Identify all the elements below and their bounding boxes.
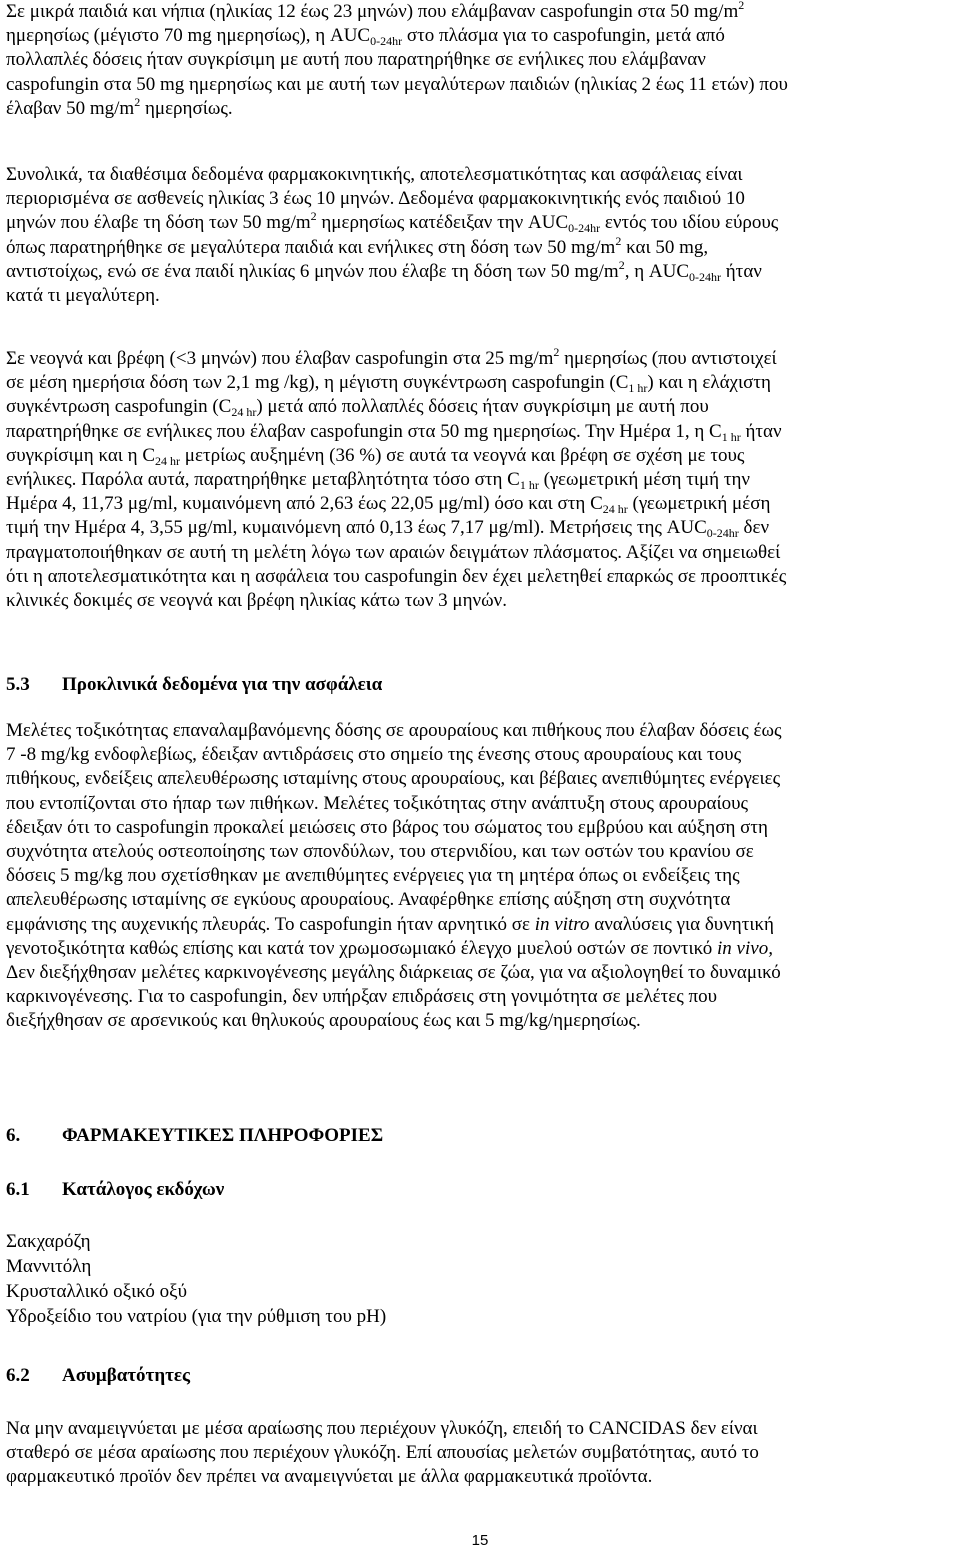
paragraph-neonates: Σε νεογνά και βρέφη (<3 μηνών) που έλαβαν caspofungin στα 25 $mg/m^2$ ημερησίως (που αντιστοιχεί σε μέση ημερήσια δόση των 2,1 mg /kg), η μέγιστη συγκέντρωση caspofungin $(C_{1 hr})$ και η ελάχιστη συγκέντρωση caspofungin $(C_{24 hr})$ μετά από πολλαπλές δόσεις ήταν συγκρίσιμη με αυτή που παρατηρήθηκε σε ενήλικες που έλαβαν caspofungin στα 50 mg ημερησίως. Την Ημέρα 1, η $C_{1 hr}$ ήταν συγκρίσιμη και η $C_{24 hr}$ μετρίως αυξημένη (36 %) σε αυτά τα νεογνά και βρέφη σε σχέση με τους ενήλικες. Παρόλα αυτά, παρατηρήθηκε μεταβλητότητα τόσο στη $C_{1 hr}$ (γεωμετρική μέση τιμή την Ημέρα 4, 11,73 μg/ml, κυμαινόμενη από 2,63 έως 22,05 μg/ml) όσο και στη $C_{24 hr}$ (γεωμετρική μέση τιμή την Ημέρα 4, 3,55 μg/ml, κυμαινόμενη από 0,13 έως 7,17 μg/ml). Μετρήσεις της $AUC_{0-24hr}$ δεν πραγματοποιήθηκαν σε αυτή τη μελέτη λόγω των αραιών δειγμάτων πλάσματος. Αξίζει να σημειωθεί ότι η αποτελεσματικότητα και η ασφάλεια του caspofungin δεν έχει μελετηθεί επαρκώς σε προοπτικές κλινικές δοκιμές σε νεογνά και βρέφη ηλικίας κάτω των 3 μηνών. (6, 345, 787, 612)
section-heading-6-2: 6.2 Ασυμβατότητες (6, 1365, 190, 1386)
excipient-item: Σακχαρόζη (6, 1231, 91, 1252)
section-heading-6: 6. ΦΑΡΜΑΚΕΥΤΙΚΕΣ ΠΛΗΡΟΦΟΡΙΕΣ (6, 1125, 384, 1146)
paragraph-preclinical: Μελέτες τοξικότητας επαναλαμβανόμενης δόσης σε αρουραίους και πιθήκους που έλαβαν δόσεις έως 7 -8 mg/kg ενδοφλεβίως, έδειξαν αντιδράσεις στο σημείο της ένεσης στους αρουραίους και τους πιθήκους, ενδείξεις απελευθέρωσης ισταμίνης στους αρουραίους, και βέβαιες ανεπιθύμητες ενέργειες που εντοπίζονται στο ήπαρ των πιθήκων. Μελέτες τοξικότητας στην ανάπτυξη στους αρουραίους έδειξαν ότι το caspofungin προκαλεί μειώσεις στο βάρος του σώματος του εμβρύου και αύξηση στη συχνότητα ατελούς οστεοποίησης των σπονδύλων, του στερνιδίου, και των οστών του κρανίου σε δόσεις 5 mg/kg που σχετίσθηκαν με ανεπιθύμητες ενέργειες για τη μητέρα όπως οι ενδείξεις της απελευθέρωσης ισταμίνης σε εγκύους αρουραίους. Αναφέρθηκε επίσης αύξηση στη συχνότητα εμφάνισης της αυχενικής πλευράς. Το caspofungin ήταν αρνητικό σε in vitro αναλύσεις για δυνητική γενοτοξικότητα καθώς επίσης και κατά τον χρωμοσωμιακό έλεγχο μυελού οστών σε ποντικό in vivo, Δεν διεξήχθησαν μελέτες καρκινογένεσης μεγάλης διάρκειας σε ζώα, για να αξιολογηθεί το δυναμικό καρκινογένεσης. Για το caspofungin, δεν υπήρξαν επιδράσεις στη γονιμότητα σε μελέτες που διεξήχθησαν σε αρσενικούς και θηλυκούς αρουραίους έως και 5 mg/kg/ημερησίως. (6, 720, 782, 1032)
section-heading-6-1: 6.1 Κατάλογος εκδόχων (6, 1179, 225, 1200)
paragraph-incompatibilities: Να μην αναμειγνύεται με μέσα αραίωσης που περιέχουν γλυκόζη, επειδή το CANCIDAS δεν είναι σταθερό σε μέσα αραίωσης που περιέχουν γλυκόζη. Επί απουσίας μελετών συμβατότητας, αυτό το φαρμακευτικό προϊόν δεν πρέπει να αναμειγνύεται με άλλα φαρμακευτικά προϊόντα. (6, 1418, 759, 1488)
section-heading-5-3: 5.3 Προκλινικά δεδομένα για την ασφάλεια (6, 674, 383, 695)
excipient-item: Κρυσταλλικό οξικό οξύ (6, 1281, 188, 1302)
paragraph-limited-data: Συνολικά, τα διαθέσιμα δεδομένα φαρμακοκινητικής, αποτελεσματικότητας και ασφάλειας είναι περιορισμένα σε ασθενείς ηλικίας 3 έως 10 μηνών. Δεδομένα φαρμακοκινητικής ενός παιδιού 10 μηνών που έλαβε τη δόση των 50 $mg/m^2$ ημερησίως κατέδειξαν την $AUC_{0-24hr}$ εντός του ιδίου εύρους όπως παρατηρήθηκε σε μεγαλύτερα παιδιά και ενήλικες στη δόση των 50 $mg/m^2$ και 50 mg, αντιστοίχως, ενώ σε ένα παιδί ηλικίας 6 μηνών που έλαβε τη δόση των 50 $mg/m^2$, η $AUC_{0-24hr}$ ήταν κατά τι μεγαλύτερη. (6, 164, 779, 307)
excipient-item: Μαννιτόλη (6, 1256, 92, 1277)
excipient-item: Υδροξείδιο του νατρίου (για την ρύθμιση του pH) (6, 1306, 387, 1327)
paragraph-pediatric-auc: Σε μικρά παιδιά και νήπια (ηλικίας 12 έως 23 μηνών) που ελάμβαναν caspofungin στα 50 $mg/m^2$ ημερησίως (μέγιστο 70 mg ημερησίως), η $AUC_{0-24hr}$ στο πλάσμα για το caspofungin, μετά από πολλαπλές δόσεις ήταν συγκρίσιμη με αυτή που παρατηρήθηκε σε ενήλικες που ελάμβαναν caspofungin στα 50 mg ημερησίως και με αυτή των μεγαλύτερων παιδιών (ηλικίας 2 έως 11 ετών) που έλαβαν 50 $mg/m^2$ ημερησίως. (6, 0, 788, 119)
page-number: 15 (471, 1532, 489, 1549)
